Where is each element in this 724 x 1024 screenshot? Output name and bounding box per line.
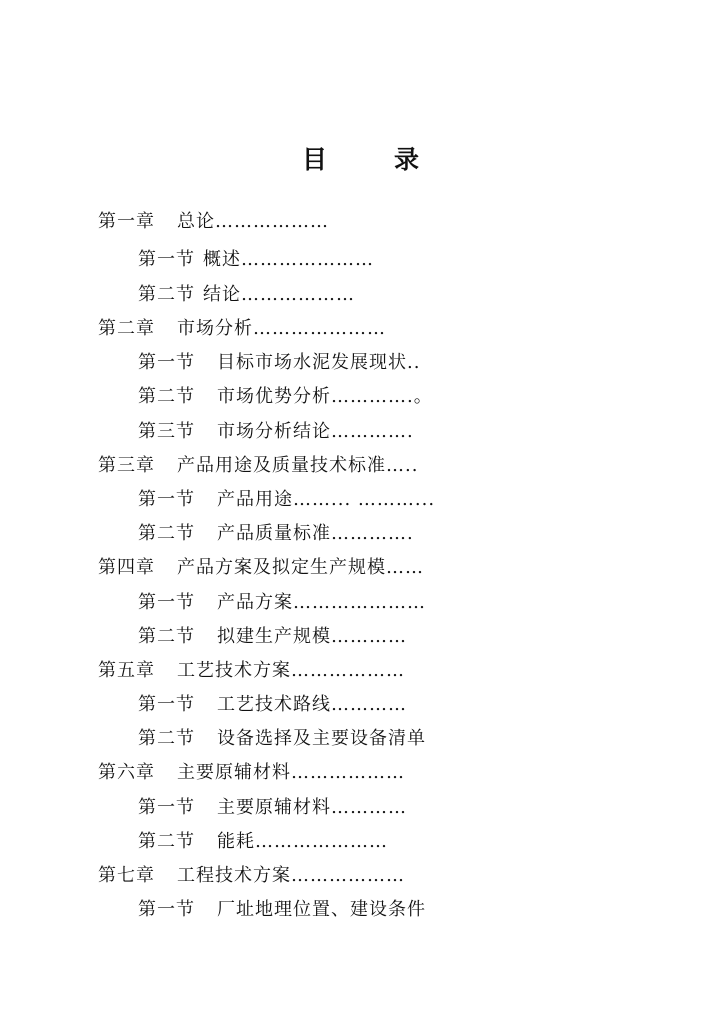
toc-text: 拟建生产规模…………: [217, 626, 407, 647]
toc-section: [138, 385, 433, 409]
toc-chapter-6: [98, 761, 405, 785]
toc-number: 第一节: [138, 489, 195, 510]
toc-number: 第一节: [138, 899, 195, 920]
toc-chapter-3: [98, 454, 418, 478]
toc-section: [138, 796, 407, 820]
toc-text: 产品质量标准………….: [217, 523, 414, 544]
toc-number: 第一节: [138, 352, 195, 373]
toc-number: 第三章: [98, 455, 155, 476]
toc-text: 工程技术方案………………: [177, 865, 405, 886]
toc-chapter-7: [98, 864, 405, 888]
toc-section: [138, 727, 426, 751]
toc-chapter-4: [98, 556, 424, 580]
toc-section: [138, 830, 388, 854]
toc-number: 第一节: [138, 592, 195, 613]
toc-number: 第二节: [138, 728, 195, 749]
toc-number: 第二节: [138, 626, 195, 647]
toc-number: 第五章: [98, 660, 155, 681]
title-char-1: 目: [302, 145, 330, 174]
toc-text: 工艺技术方案………………: [177, 660, 405, 681]
toc-text: 厂址地理位置、建设条件: [217, 899, 426, 920]
toc-section: [138, 283, 355, 307]
toc-section: [138, 591, 426, 615]
toc-section: [138, 420, 414, 444]
toc-text: 主要原辅材料…………: [217, 797, 407, 818]
toc-text: 概述…………………: [203, 249, 374, 270]
toc-text: 能耗…………………: [217, 831, 388, 852]
toc-text: 产品方案…………………: [217, 592, 426, 613]
toc-number: 第一节: [138, 694, 195, 715]
toc-number: 第七章: [98, 865, 155, 886]
toc-text: 市场分析…………………: [177, 318, 386, 339]
toc-number: 第一章: [98, 211, 155, 232]
toc-section: [138, 693, 407, 717]
toc-number: 第一节: [138, 797, 195, 818]
toc-section: [138, 625, 407, 649]
toc-section: [138, 248, 374, 272]
toc-chapter-1: [98, 210, 329, 234]
toc-text: 工艺技术路线…………: [217, 694, 407, 715]
toc-text: 产品用途……... ………...: [217, 489, 436, 510]
toc-number: 第六章: [98, 762, 155, 783]
toc-text: 产品用途及质量技术标准…..: [177, 455, 419, 476]
toc-text: 主要原辅材料………………: [177, 762, 405, 783]
title-char-2: 录: [394, 145, 422, 174]
toc-text: 设备选择及主要设备清单: [217, 728, 426, 749]
toc-number: 第二章: [98, 318, 155, 339]
toc-text: 总论………………: [177, 211, 329, 232]
toc-section: [138, 351, 420, 375]
toc-number: 第二节: [138, 284, 195, 305]
toc-text: 产品方案及拟定生产规模……: [177, 557, 424, 578]
toc-text: 市场优势分析………….。: [217, 386, 433, 407]
toc-section: [138, 522, 414, 546]
toc-number: 第一节: [138, 249, 195, 270]
toc-section: [138, 898, 426, 922]
toc-text: 市场分析结论………….: [217, 421, 414, 442]
toc-section: [138, 488, 435, 512]
toc-number: 第三节: [138, 421, 195, 442]
toc-number: 第二节: [138, 831, 195, 852]
toc-number: 第二节: [138, 386, 195, 407]
toc-chapter-2: [98, 317, 386, 341]
toc-chapter-5: [98, 659, 405, 683]
toc-text: 目标市场水泥发展现状..: [217, 352, 421, 373]
toc-number: 第四章: [98, 557, 155, 578]
toc-text: 结论………………: [203, 284, 355, 305]
toc-number: 第二节: [138, 523, 195, 544]
